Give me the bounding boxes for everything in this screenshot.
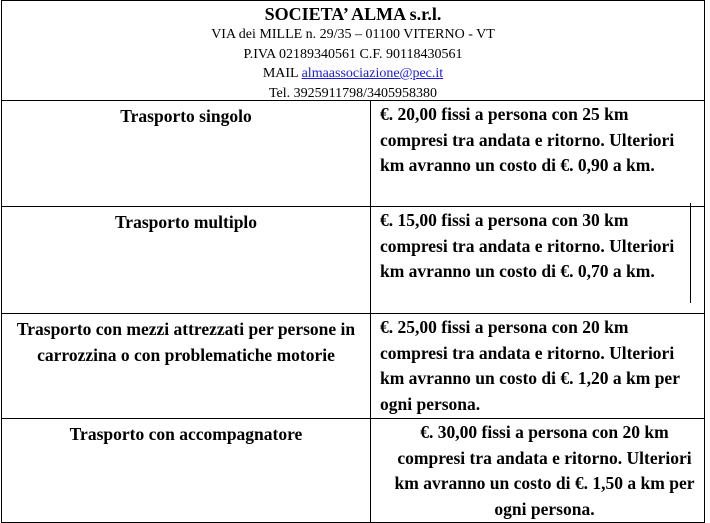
price-text: €. 20,00 fissi a persona con 25 km compresi tra andata e ritorno. Ulteriori km avranno un costo di €. 0,90 a km. bbox=[380, 104, 675, 175]
company-name: SOCIETA’ ALMA s.r.l. bbox=[264, 4, 442, 24]
mail-link[interactable]: almaassociazione@pec.it bbox=[301, 66, 444, 81]
company-phone: Tel. 3925911798/3405958380 bbox=[268, 85, 438, 101]
table-row bbox=[2, 207, 705, 314]
table-row bbox=[2, 419, 705, 523]
service-price bbox=[371, 101, 705, 207]
company-address: VIA dei MILLE n. 29/35 – 01100 VITERNO - VT bbox=[211, 27, 495, 42]
table-row bbox=[2, 314, 705, 419]
table-row bbox=[2, 101, 705, 207]
service-name: Trasporto con mezzi attrezzati per persone in carrozzina o con problematiche motorie bbox=[2, 314, 371, 419]
service-price bbox=[371, 207, 705, 314]
price-text: €. 30,00 fissi a persona con 20 km compresi tra andata e ritorno. Ulteriori km avranno un costo di €. 1,50 a km per ogni persona. bbox=[394, 422, 695, 519]
service-name: Trasporto con accompagnatore bbox=[2, 419, 371, 523]
cell-inner-border bbox=[690, 203, 691, 303]
service-name: Trasporto multiplo bbox=[2, 207, 371, 314]
service-name: Trasporto singolo bbox=[2, 101, 371, 207]
price-text: €. 25,00 fissi a persona con 20 km compresi tra andata e ritorno. Ulteriori km avranno un costo di €. 1,20 a km per ogni persona. bbox=[380, 317, 680, 414]
company-header bbox=[1, 0, 705, 100]
company-tax-ids: P.IVA 02189340561 C.F. 90118430561 bbox=[243, 46, 463, 62]
service-price bbox=[371, 314, 705, 419]
service-price bbox=[371, 419, 705, 523]
price-text: €. 15,00 fissi a persona con 30 km compresi tra andata e ritorno. Ulteriori km avranno un costo di €. 0,70 a km. bbox=[380, 210, 675, 281]
mail-label: MAIL bbox=[262, 66, 302, 81]
company-mail bbox=[2, 64, 704, 84]
pricing-table bbox=[1, 100, 705, 523]
